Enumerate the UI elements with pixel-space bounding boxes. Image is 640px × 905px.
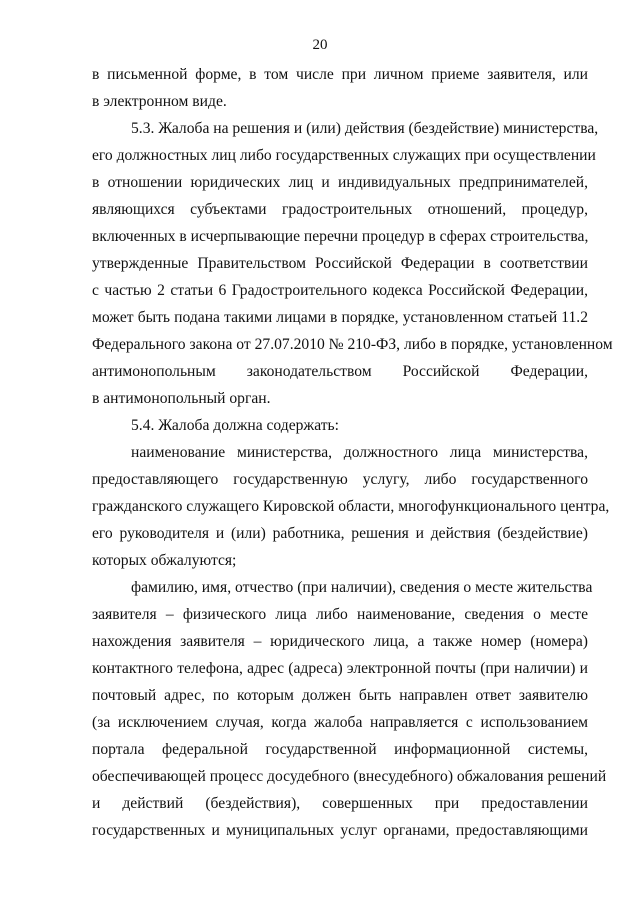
text-line: и действий (бездействия), совершенных при предоставлении: [92, 795, 588, 812]
text-line: государственных и муниципальных услуг органами, предоставляющими: [92, 822, 588, 839]
text-line: наименование министерства, должностного лица министерства,: [131, 444, 588, 461]
text-line: фамилию, имя, отчество (при наличии), сведения о месте жительства: [131, 579, 593, 596]
text-line: являющихся субъектами градостроительных отношений, процедур,: [92, 201, 588, 218]
text-line: в письменной форме, в том числе при личном приеме заявителя, или: [92, 66, 588, 83]
text-line: может быть подана такими лицами в порядке, установленном статьей 11.2: [92, 309, 588, 326]
text-line: заявителя – физического лица либо наименование, сведения о месте: [92, 606, 588, 623]
text-line: антимонопольным законодательством Российской Федерации,: [92, 363, 588, 380]
text-line: Федерального закона от 27.07.2010 № 210-ФЗ, либо в порядке, установленном: [92, 336, 613, 353]
text-line: в электронном виде.: [92, 93, 227, 110]
page-number: 20: [312, 37, 328, 53]
text-line: утвержденные Правительством Российской Федерации в соответствии: [92, 255, 588, 272]
text-line: с частью 2 статьи 6 Градостроительного кодекса Российской Федерации,: [92, 282, 588, 299]
text-line: предоставляющего государственную услугу, либо государственного: [92, 471, 588, 488]
text-line: нахождения заявителя – юридического лица, а также номер (номера): [92, 633, 588, 650]
text-line: включенных в исчерпывающие перечни процедур в сферах строительства,: [92, 228, 589, 245]
paragraph-5-3-heading-line: 5.3. Жалоба на решения и (или) действия (бездействие) министерства,: [131, 120, 599, 137]
text-line: обеспечивающей процесс досудебного (внесудебного) обжалования решений: [92, 768, 607, 785]
text-line: которых обжалуются;: [92, 552, 237, 569]
text-line: почтовый адрес, по которым должен быть направлен ответ заявителю: [92, 687, 588, 704]
text-line: гражданского служащего Кировской области, многофункционального центра,: [92, 498, 610, 515]
text-line: портала федеральной государственной информационной системы,: [92, 741, 588, 758]
text-line: в отношении юридических лиц и индивидуальных предпринимателей,: [92, 174, 588, 191]
text-line: его руководителя и (или) работника, решения и действия (бездействие): [92, 525, 588, 542]
text-line: (за исключением случая, когда жалоба направляется с использованием: [92, 714, 588, 731]
text-line: контактного телефона, адрес (адреса) электронной почты (при наличии) и: [92, 660, 588, 677]
text-line: в антимонопольный орган.: [92, 390, 271, 407]
paragraph-5-4-heading-line: 5.4. Жалоба должна содержать:: [131, 417, 339, 434]
text-line: его должностных лиц либо государственных служащих при осуществлении: [92, 147, 596, 164]
